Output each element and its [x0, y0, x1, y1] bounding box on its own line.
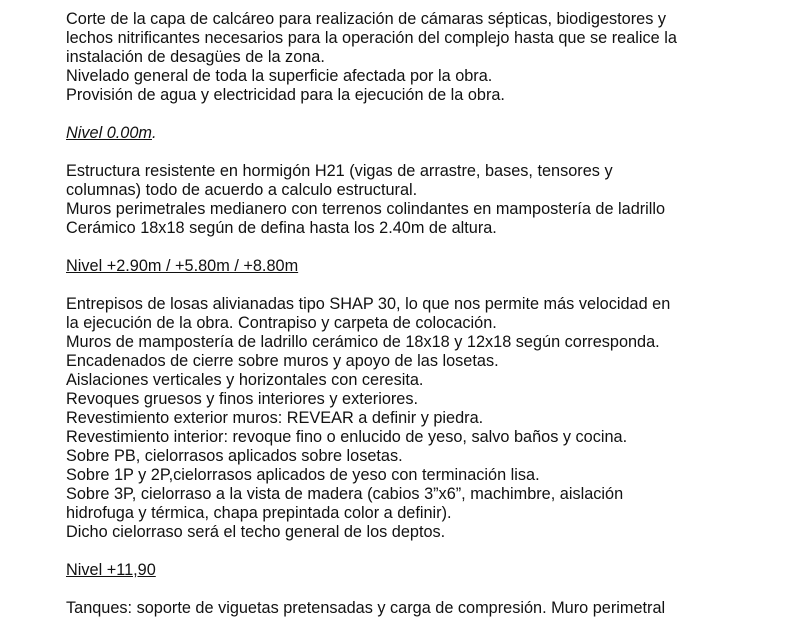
section-heading-nivel-2 — [66, 257, 686, 276]
paragraph-line: Revoques gruesos y finos interiores y exteriores. — [66, 390, 419, 408]
paragraph-line: Revestimiento exterior muros: REVEAR a definir y piedra. — [66, 409, 484, 427]
paragraph-line: Dicho cielorraso será el techo general de los deptos. — [66, 523, 446, 541]
paragraph-line: instalación de desagües de la zona. — [66, 48, 325, 66]
nivel-2-section — [66, 295, 686, 542]
paragraph-line: Muros de mampostería de ladrillo cerámico de 18x18 y 12x18 según corresponda. — [66, 333, 660, 351]
paragraph-line: Tanques: soporte de viguetas pretensadas y carga de compresión. Muro perimetral — [66, 599, 666, 617]
section-heading-nivel-11 — [66, 561, 686, 580]
paragraph-line: Revestimiento interior: revoque fino o enlucido de yeso, salvo baños y cocina. — [66, 428, 628, 446]
section-heading-nivel-0 — [66, 124, 686, 143]
paragraph-line: Entrepisos de losas alivianadas tipo SHAP 30, lo que nos permite más velocidad en — [66, 295, 671, 313]
heading-text: Nivel 0.00m — [66, 124, 152, 142]
nivel-0-section — [66, 162, 686, 238]
paragraph-line: Estructura resistente en hormigón H21 (vigas de arrastre, bases, tensores y — [66, 162, 613, 180]
heading-period: . — [151, 124, 157, 142]
paragraph-line: Aislaciones verticales y horizontales con ceresita. — [66, 371, 424, 389]
heading-text: Nivel +11,90 — [66, 561, 156, 579]
cut-off-line — [66, 0, 686, 10]
paragraph-line: la ejecución de la obra. Contrapiso y carpeta de colocación. — [66, 314, 497, 332]
nivel-11-section — [66, 599, 686, 618]
paragraph-line: hidrofuga y térmica, chapa prepintada color a definir). — [66, 504, 452, 522]
intro-section — [66, 10, 686, 105]
paragraph-line: Encadenados de cierre sobre muros y apoyo de las losetas. — [66, 352, 499, 370]
paragraph-line: lechos nitrificantes necesarios para la operación del complejo hasta que se realice la — [66, 29, 677, 47]
paragraph-line: Cerámico 18x18 según de defina hasta los 2.40m de altura. — [66, 219, 497, 237]
paragraph-line: Muros perimetrales medianero con terrenos colindantes en mampostería de ladrillo — [66, 200, 666, 218]
paragraph-line: Nivelado general de toda la superficie afectada por la obra. — [66, 67, 493, 85]
paragraph-line: Sobre PB, cielorrasos aplicados sobre losetas. — [66, 447, 403, 465]
paragraph-line: columnas) todo de acuerdo a calculo estructural. — [66, 181, 418, 199]
heading-text: Nivel +2.90m / +5.80m / +8.80m — [66, 257, 299, 275]
document-page — [66, 0, 686, 618]
paragraph-line: Provisión de agua y electricidad para la ejecución de la obra. — [66, 86, 505, 104]
paragraph-line: Sobre 1P y 2P,cielorrasos aplicados de yeso con terminación lisa. — [66, 466, 540, 484]
paragraph-line: Sobre 3P, cielorraso a la vista de madera (cabios 3”x6”, machimbre, aislación — [66, 485, 624, 503]
paragraph-line: Corte de la capa de calcáreo para realización de cámaras sépticas, biodigestores y — [66, 10, 667, 28]
